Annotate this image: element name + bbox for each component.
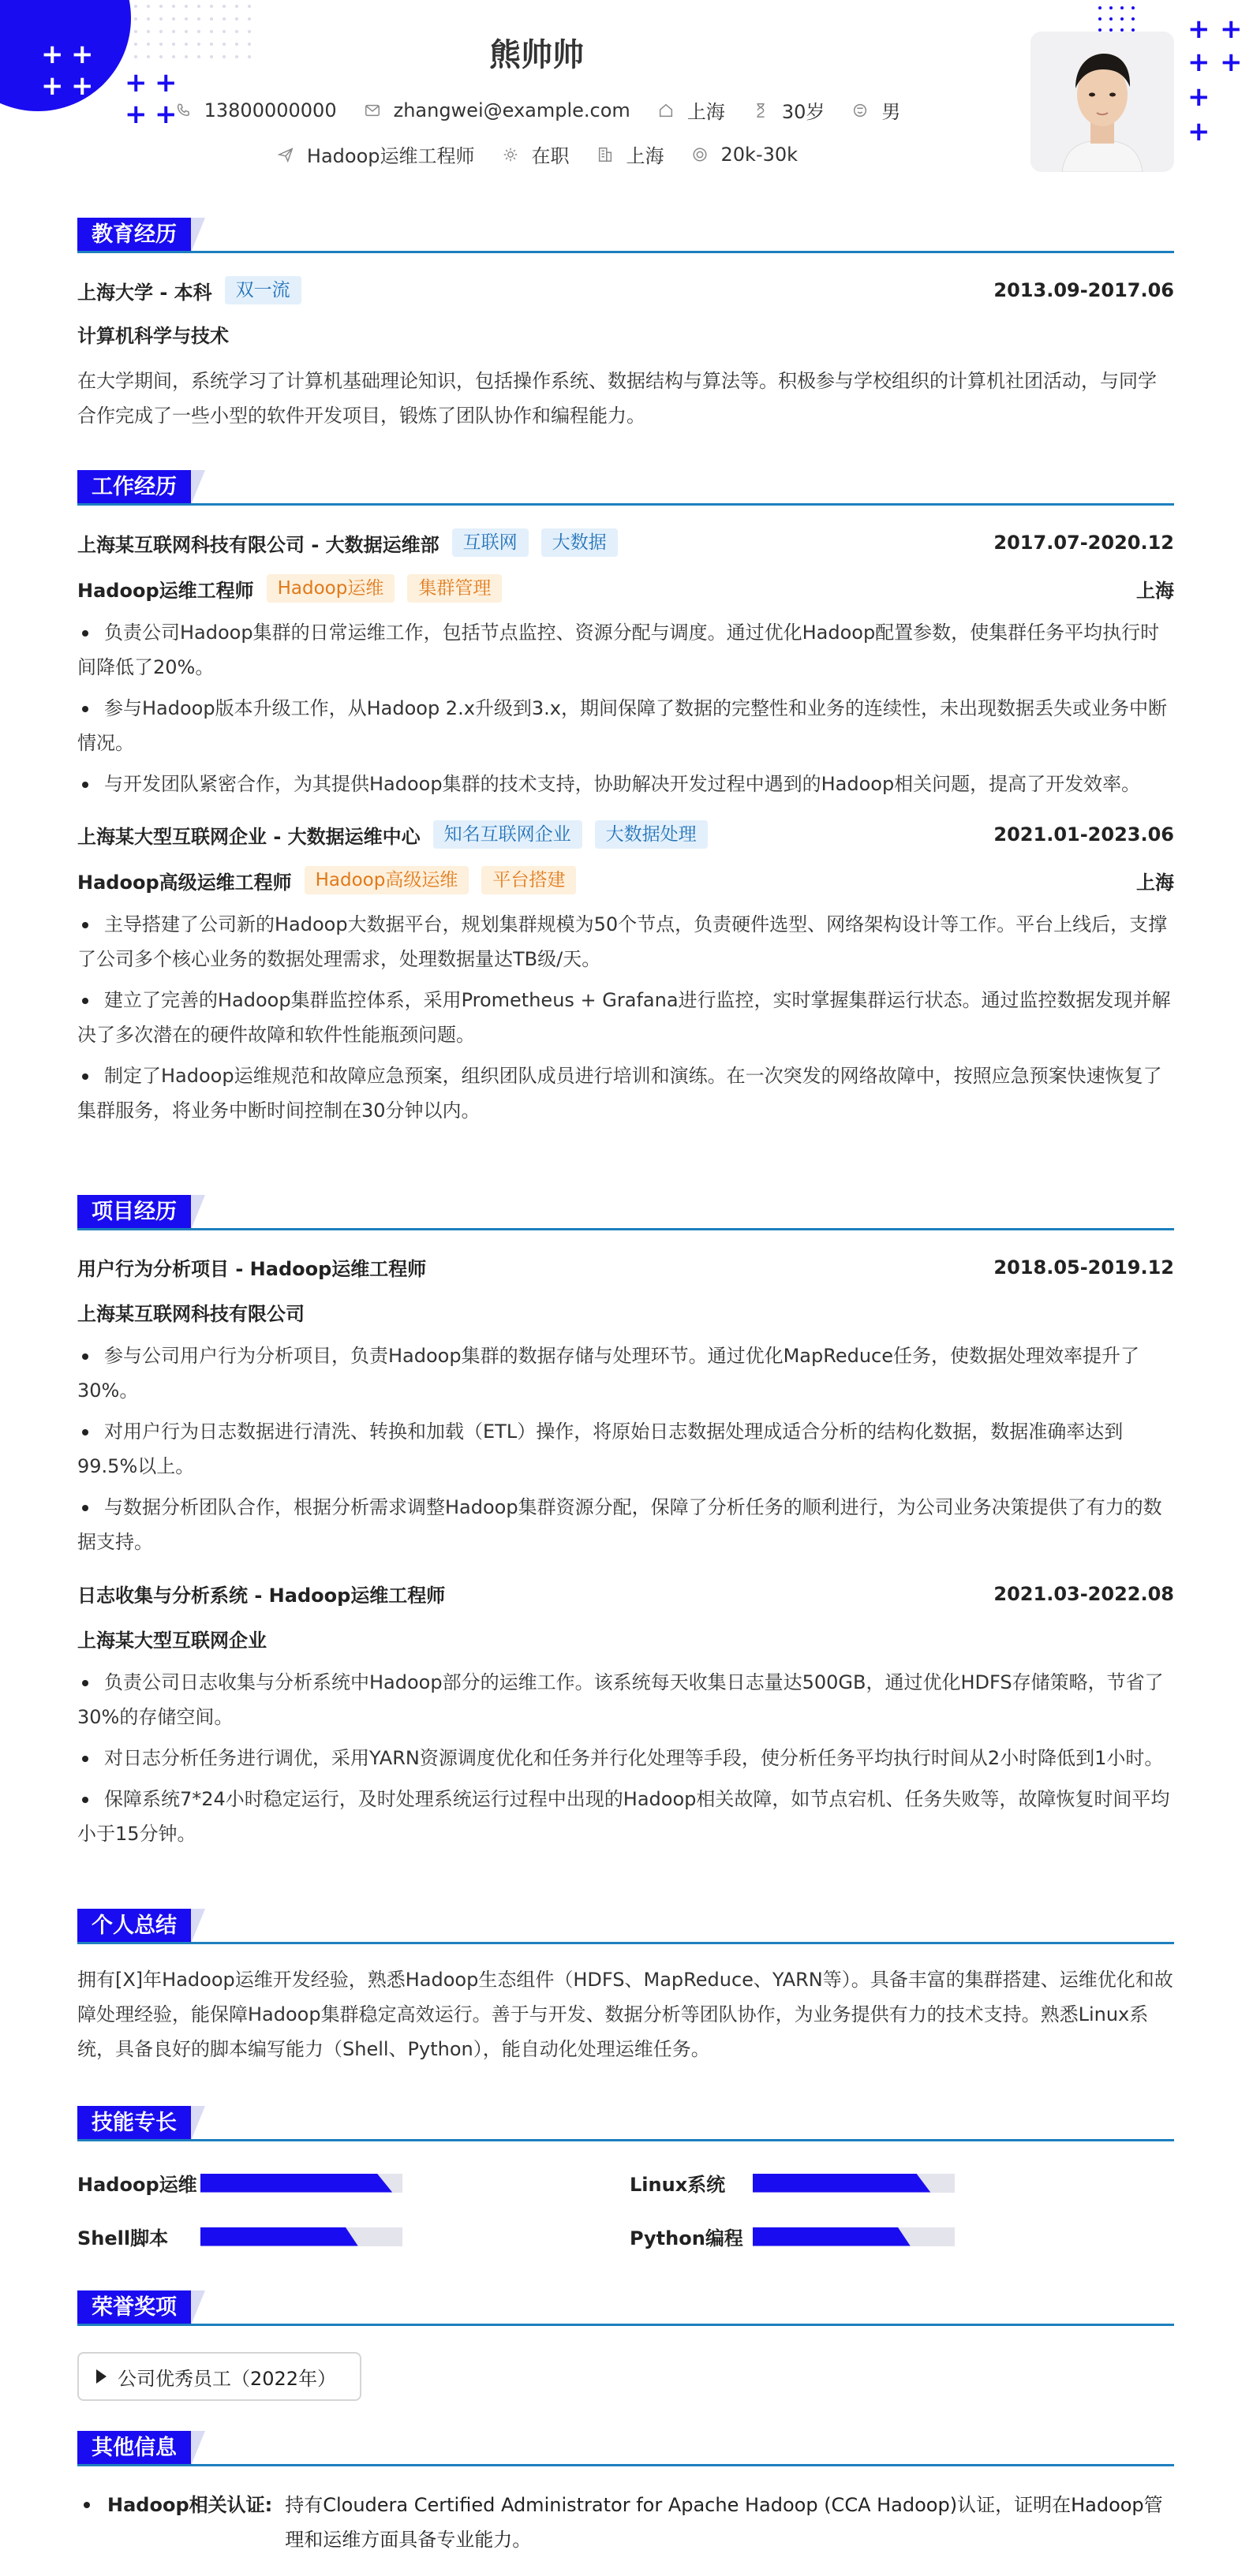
section-header: [77, 218, 1174, 252]
plus-decoration: +: [1220, 13, 1243, 45]
dot-decoration: [235, 5, 238, 8]
dot-decoration: [1120, 6, 1124, 9]
skill-bar-fill: [200, 2174, 392, 2193]
education-date: 2013.09-2017.06: [993, 279, 1174, 301]
age-value: 30岁: [781, 101, 825, 123]
section-divider: [77, 1228, 1174, 1230]
work-bullets: [77, 907, 1174, 1128]
dot-decoration: [248, 5, 251, 8]
skill-bar: [200, 2174, 402, 2193]
email-value: zhangwei@example.com: [393, 99, 630, 121]
work-city: 上海: [1136, 871, 1174, 894]
avatar: [1030, 32, 1174, 172]
target-city-value: 上海: [626, 145, 664, 167]
contact-row: [0, 96, 1073, 124]
salary-item: [690, 144, 799, 166]
skill-item: [630, 2169, 955, 2197]
plus-decoration: +: [71, 70, 94, 102]
work-entry: [77, 528, 1174, 801]
plus-decoration: +: [1188, 47, 1210, 78]
dot-decoration: [1098, 6, 1102, 9]
skill-name: Hadoop运维: [77, 2174, 197, 2196]
candidate-name: 熊帅帅: [489, 37, 584, 73]
status-item: [500, 140, 570, 168]
section-title: 个人总结: [77, 1909, 191, 1943]
section-header: [77, 2290, 1174, 2325]
dot-decoration: [1131, 17, 1135, 21]
plus-decoration: +: [155, 99, 178, 130]
phone-icon: [173, 100, 193, 121]
skill-bar: [753, 2227, 955, 2246]
section-divider: [77, 2324, 1174, 2326]
section-header: [77, 1909, 1174, 1943]
skill-name: Python编程: [630, 2227, 743, 2249]
skills-section: [77, 2106, 1174, 2264]
work-section: [77, 470, 1174, 1134]
project-bullets: [77, 1665, 1174, 1851]
company-tag: 大数据处理: [595, 820, 708, 849]
section-header: [77, 2106, 1174, 2141]
project-title: 日志收集与分析系统 - Hadoop运维工程师: [77, 1585, 446, 1607]
skill-name: Linux系统: [630, 2174, 726, 2196]
salary-value: 20k-30k: [720, 143, 799, 166]
role-row: [77, 866, 1174, 894]
phone-item: [173, 99, 337, 121]
skill-bar: [753, 2174, 955, 2193]
dot-decoration: [134, 17, 137, 21]
dot-decoration: [223, 5, 226, 8]
list-item: 与开发团队紧密合作，为其提供Hadoop集群的技术支持，协助解决开发过程中遇到的Hadoop相关问题，提高了开发效率。: [77, 767, 1174, 801]
awards-section: [77, 2290, 1174, 2409]
section-header: [77, 2431, 1174, 2466]
dot-decoration: [159, 17, 163, 21]
skill-bar-fill: [200, 2227, 358, 2246]
bullet-dot: [84, 2502, 90, 2508]
dot-decoration: [1109, 17, 1113, 21]
dot-decoration: [197, 5, 200, 8]
list-item: 制定了Hadoop运维规范和故障应急预案，组织团队成员进行培训和演练。在一次突发的网络故障中，按照应急预案快速恢复了集群服务，将业务中断时间控制在30分钟以内。: [77, 1058, 1174, 1128]
project-title: 用户行为分析项目 - Hadoop运维工程师: [77, 1258, 427, 1280]
list-item: 保障系统7*24小时稳定运行，及时处理系统运行过程中出现的Hadoop相关故障，如节点宕机、任务失败等，故障恢复时间平均小于15分钟。: [77, 1782, 1174, 1851]
section-title: 工作经历: [77, 470, 191, 505]
work-city: 上海: [1136, 579, 1174, 602]
job-intent-row: [0, 140, 1073, 168]
section-title: 荣誉奖项: [77, 2290, 191, 2325]
target-job-value: Hadoop运维工程师: [306, 145, 475, 167]
project-title-row: [77, 1580, 1174, 1607]
dot-decoration: [210, 5, 213, 8]
target-job-item: [275, 140, 475, 168]
section-divider: [77, 251, 1174, 253]
gear-icon: [500, 144, 521, 165]
company-tag: 互联网: [452, 528, 529, 557]
plus-decoration: +: [125, 67, 148, 99]
skill-item: [77, 2169, 402, 2197]
section-header: [77, 470, 1174, 505]
dot-decoration: [185, 17, 188, 21]
project-date: 2018.05-2019.12: [993, 1256, 1174, 1279]
plus-decoration: +: [155, 67, 178, 99]
school-tag: 双一流: [225, 276, 301, 304]
plus-decoration: +: [1188, 81, 1210, 113]
plus-decoration: +: [71, 39, 94, 70]
education-row: [77, 276, 1174, 304]
award-label: 公司优秀员工（2022年）: [118, 2367, 337, 2390]
company-tag: 知名互联网企业: [433, 820, 582, 849]
section-title: 其他信息: [77, 2431, 191, 2466]
list-item: 参与公司用户行为分析项目，负责Hadoop集群的数据存储与处理环节。通过优化MapReduce任务，使数据处理效率提升了30%。: [77, 1338, 1174, 1408]
other-key: Hadoop相关认证:: [107, 2494, 273, 2516]
list-item: 负责公司日志收集与分析系统中Hadoop部分的运维工作。该系统每天收集日志量达500GB，通过优化HDFS存储策略，节省了30%的存储空间。: [77, 1665, 1174, 1734]
section-title: 教育经历: [77, 218, 191, 252]
company-name: 上海某互联网科技有限公司 - 大数据运维部: [77, 533, 439, 556]
city-item: [656, 96, 725, 124]
dot-decoration: [235, 17, 238, 21]
list-item: 对用户行为日志数据进行清洗、转换和加载（ETL）操作，将原始日志数据处理成适合分析的结构化数据，数据准确率达到99.5%以上。: [77, 1414, 1174, 1484]
role-title: Hadoop运维工程师: [77, 579, 254, 602]
dot-decoration: [172, 5, 175, 8]
triangle-right-icon: [96, 2369, 107, 2384]
company-name: 上海某大型互联网企业 - 大数据运维中心: [77, 825, 421, 848]
project-section: [77, 1195, 1174, 1857]
skill-bar-fill: [753, 2227, 911, 2246]
section-title: 项目经历: [77, 1195, 191, 1230]
project-company: 上海某大型互联网企业: [77, 1630, 267, 1652]
other-item: [77, 2488, 1174, 2557]
dot-decoration: [1109, 6, 1113, 9]
work-date: 2021.01-2023.06: [993, 823, 1174, 846]
list-item: 主导搭建了公司新的Hadoop大数据平台，规划集群规模为50个节点，负责硬件选型、网络架构设计等工作。平台上线后，支撑了公司多个核心业务的数据处理需求，处理数据量达TB级/天。: [77, 907, 1174, 976]
dot-decoration: [172, 17, 175, 21]
building-icon: [595, 144, 615, 165]
dot-decoration: [248, 17, 251, 21]
coin-icon: [690, 144, 710, 165]
dot-decoration: [147, 17, 150, 21]
plus-decoration: +: [1188, 116, 1210, 147]
project-company: 上海某互联网科技有限公司: [77, 1303, 305, 1325]
company-row: [77, 820, 1174, 849]
plus-decoration: +: [1188, 13, 1210, 45]
plus-decoration: +: [41, 39, 64, 70]
list-item: 参与Hadoop版本升级工作，从Hadoop 2.x升级到3.x，期间保障了数据的完整性和业务的连续性，未出现数据丢失或业务中断情况。: [77, 691, 1174, 760]
section-title: 技能专长: [77, 2106, 191, 2141]
dot-decoration: [147, 5, 150, 8]
summary-text: 拥有[X]年Hadoop运维开发经验，熟悉Hadoop生态组件（HDFS、MapReduce、YARN等）。具备丰富的集群搭建、运维优化和故障处理经验，能保障Hadoop集群稳定高效运行。善于与开发、数据分析等团队协作，为业务提供有力的技术支持。熟悉Linux系统，具备良好的脚本编写能力（Shell、Python），能自动化处理运维任务。: [77, 1969, 1173, 2060]
other-value: 持有Cloudera Certified Administrator for Apache Hadoop (CCA Hadoop)认证，证明在Hadoop管理和运维方面具备专业能力。: [285, 2494, 1163, 2551]
work-bullets: [77, 615, 1174, 801]
mail-icon: [362, 100, 383, 121]
award-item: [77, 2352, 361, 2401]
dot-decoration: [1120, 17, 1124, 21]
gender-value: 男: [881, 101, 901, 123]
project-bullets: [77, 1338, 1174, 1559]
role-row: [77, 574, 1174, 603]
school-name: 上海大学 - 本科: [77, 281, 212, 304]
major: 计算机科学与技术: [77, 325, 229, 347]
section-divider: [77, 503, 1174, 506]
section-divider: [77, 2464, 1174, 2466]
company-tag: 大数据: [541, 528, 618, 557]
education-section: [77, 218, 1174, 433]
project-entry: [77, 1253, 1174, 1559]
role-tag: 集群管理: [407, 574, 502, 603]
dot-decoration: [1131, 6, 1135, 9]
list-item: 与数据分析团队合作，根据分析需求调整Hadoop集群资源分配，保障了分析任务的顺利进行，为公司业务决策提供了有力的数据支持。: [77, 1490, 1174, 1559]
other-section: [77, 2431, 1174, 2573]
project-entry: [77, 1580, 1174, 1851]
skill-bar-fill: [753, 2174, 930, 2193]
dot-decoration: [134, 5, 137, 8]
dot-decoration: [159, 5, 163, 8]
list-item: 负责公司Hadoop集群的日常运维工作，包括节点监控、资源分配与调度。通过优化Hadoop配置参数，使集群任务平均执行时间降低了20%。: [77, 615, 1174, 685]
skill-bar: [200, 2227, 402, 2246]
section-divider: [77, 2139, 1174, 2141]
section-header: [77, 1195, 1174, 1230]
paper-plane-icon: [275, 144, 296, 165]
phone-value: 13800000000: [204, 99, 337, 121]
gender-item: [850, 96, 900, 124]
role-title: Hadoop高级运维工程师: [77, 871, 292, 894]
project-date: 2021.03-2022.08: [993, 1582, 1174, 1605]
status-value: 在职: [531, 145, 570, 167]
section-divider: [77, 1942, 1174, 1944]
age-item: [750, 96, 825, 124]
dot-decoration: [185, 5, 188, 8]
education-description: 在大学期间，系统学习了计算机基础理论知识，包括操作系统、数据结构与算法等。积极参与学校组织的计算机社团活动，与同学合作完成了一些小型的软件开发项目，锻炼了团队协作和编程能力。: [77, 370, 1157, 427]
skill-item: [630, 2223, 955, 2250]
gender-icon: [850, 100, 870, 121]
dot-decoration: [223, 17, 226, 21]
work-entry: [77, 820, 1174, 1128]
skill-name: Shell脚本: [77, 2227, 169, 2249]
list-item: 对日志分析任务进行调优，采用YARN资源调度优化和任务并行化处理等手段，使分析任务平均执行时间从2小时降低到1小时。: [77, 1741, 1174, 1775]
company-row: [77, 528, 1174, 557]
plus-decoration: +: [1220, 47, 1243, 78]
plus-decoration: +: [125, 99, 148, 130]
role-tag: Hadoop运维: [267, 574, 395, 603]
city-value: 上海: [686, 101, 725, 123]
dot-decoration: [1098, 17, 1102, 21]
skill-item: [77, 2223, 402, 2250]
plus-decoration: +: [41, 70, 64, 102]
role-tag: 平台搭建: [481, 866, 576, 894]
dot-decoration: [197, 17, 200, 21]
work-date: 2017.07-2020.12: [993, 532, 1174, 554]
role-tag: Hadoop高级运维: [305, 866, 469, 894]
dot-decoration: [210, 17, 213, 21]
email-item: [362, 99, 630, 121]
target-city-item: [595, 140, 664, 168]
home-icon: [656, 100, 676, 121]
hourglass-icon: [750, 100, 771, 121]
list-item: 建立了完善的Hadoop集群监控体系，采用Prometheus + Grafana进行监控，实时掌握集群运行状态。通过监控数据发现并解决了多次潜在的硬件故障和软件性能瓶颈问题。: [77, 983, 1174, 1052]
project-title-row: [77, 1253, 1174, 1281]
summary-section: [77, 1909, 1174, 2066]
